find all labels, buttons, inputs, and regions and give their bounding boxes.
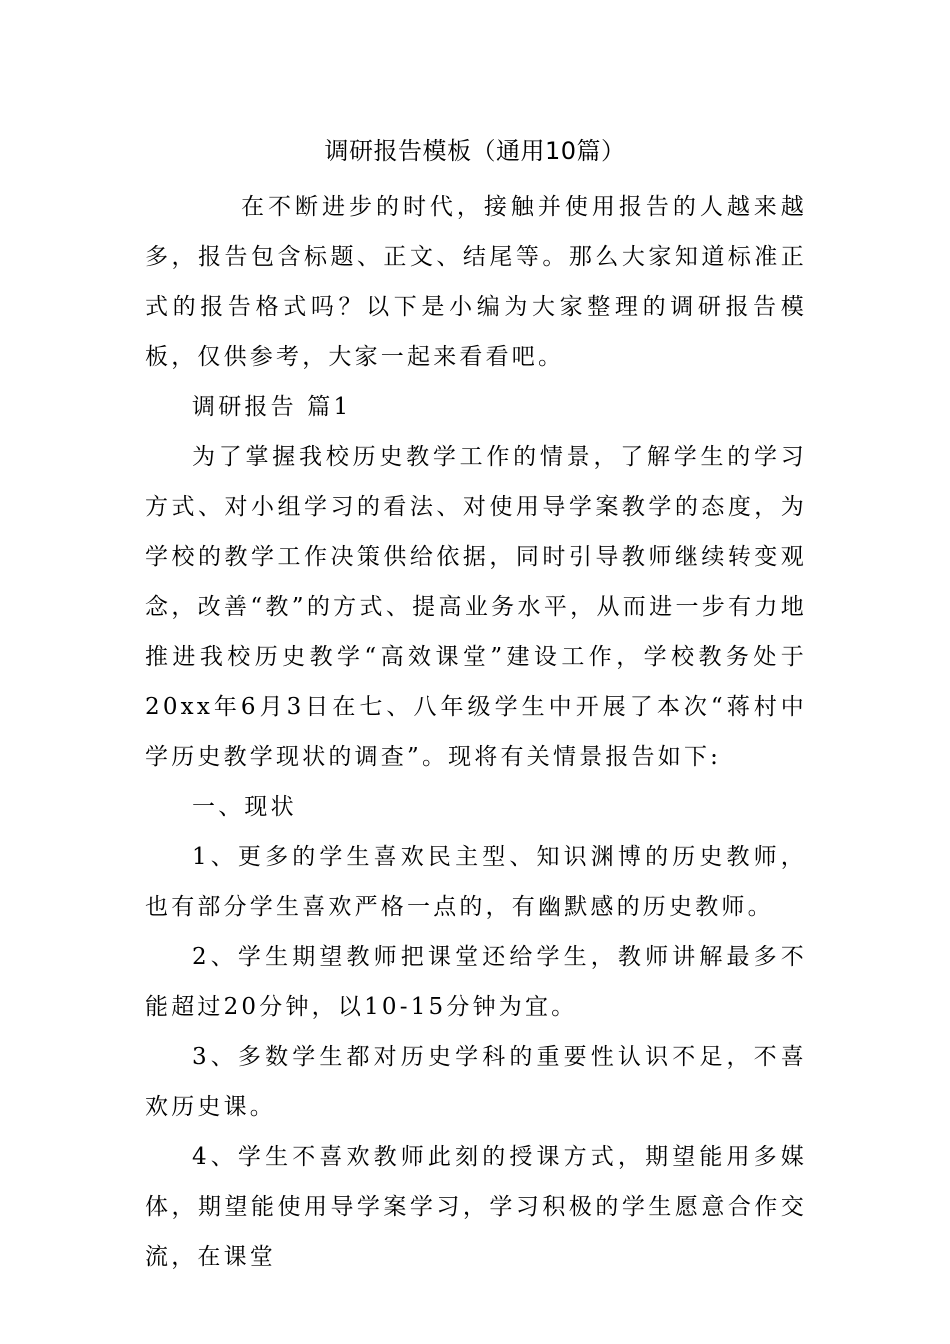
list-item: 1、更多的学生喜欢民主型、知识渊博的历史教师，也有部分学生喜欢严格一点的，有幽默感的历史教师。 [145,844,807,920]
subsection-heading: 一、现状 [192,794,297,820]
document-body [145,182,807,1282]
list-item: 2、学生期望教师把课堂还给学生，教师讲解最多不能超过20分钟，以10-15分钟为宜。 [145,944,807,1020]
list-item: 4、学生不喜欢教师此刻的授课方式，期望能用多媒体，期望能使用导学案学习，学习积极的学生愿意合作交流，在课堂 [145,1144,807,1270]
list-item: 3、多数学生都对历史学科的重要性认识不足，不喜欢历史课。 [145,1044,807,1120]
body-paragraph: 为了掌握我校历史教学工作的情景，了解学生的学习方式、对小组学习的看法、对使用导学案教学的态度，为学校的教学工作决策供给依据，同时引导教师继续转变观念，改善“教”的方式、提高业务水平，从而进一步有力地推进我校历史教学“高效课堂”建设工作，学校教务处于20xx年6月3日在七、八年级学生中开展了本次“蒋村中学历史教学现状的调查”。现将有关情景报告如下: [145,444,807,770]
section-heading: 调研报告 篇1 [192,394,352,420]
document-title: 调研报告模板（通用10篇） [324,137,626,165]
intro-paragraph: 在不断进步的时代，接触并使用报告的人越来越多，报告包含标题、正文、结尾等。那么大家知道标准正式的报告格式吗？以下是小编为大家整理的调研报告模板，仅供参考，大家一起来看看吧。 [145,194,807,370]
